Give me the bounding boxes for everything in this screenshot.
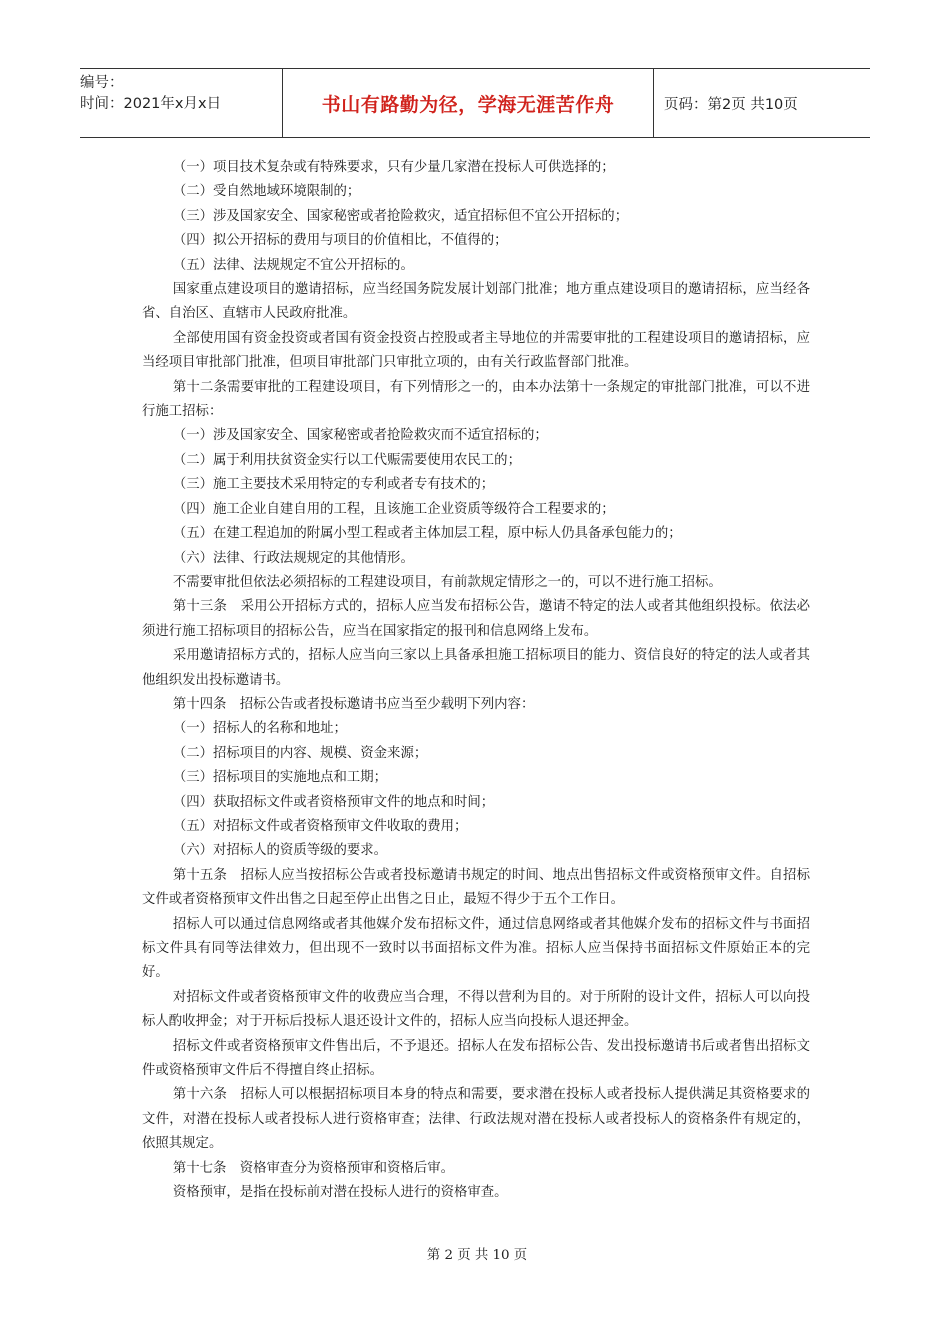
paragraph: 第十二条需要审批的工程建设项目，有下列情形之一的，由本办法第十一条规定的审批部门批准，可以不进行施工招标： <box>142 379 810 420</box>
document-date: 时间：2021年x月x日 <box>80 96 222 112</box>
paragraph: （四）拟公开招标的费用与项目的价值相比，不值得的； <box>172 233 508 249</box>
paragraph: 国家重点建设项目的邀请招标，应当经国务院发展计划部门批准；地方重点建设项目的邀请招标，应当经各省、自治区、直辖市人民政府批准。 <box>142 282 810 322</box>
paragraph: （二）招标项目的内容、规模、资金来源； <box>172 745 428 761</box>
paragraph: 第十七条 资格审查分为资格预审和资格后审。 <box>172 1160 455 1176</box>
document-code-label: 编号： <box>80 75 124 91</box>
paragraph: 资格预审，是指在投标前对潜在投标人进行的资格审查。 <box>172 1185 508 1201</box>
header-motto: 书山有路勤为径，学海无涯苦作舟 <box>282 69 654 137</box>
paragraph: 第十六条 招标人可以根据招标项目本身的特点和需要，要求潜在投标人或者投标人提供满足其资格要求的文件，对潜在投标人或者投标人进行资格审查；法律、行政法规对潜在投标人或者投标人的资格条件有规定的，依照其规定。 <box>142 1087 810 1152</box>
paragraph: （二）属于利用扶贫资金实行以工代赈需要使用农民工的； <box>172 452 521 468</box>
document-body <box>142 156 810 1205</box>
header-meta <box>80 69 282 137</box>
paragraph: （三）招标项目的实施地点和工期； <box>172 770 388 786</box>
paragraph: （四）获取招标文件或者资格预审文件的地点和时间； <box>172 794 495 810</box>
paragraph: （六）对招标人的资质等级的要求。 <box>172 843 388 859</box>
paragraph: （一）招标人的名称和地址； <box>172 721 347 737</box>
paragraph: 第十四条 招标公告或者投标邀请书应当至少载明下列内容： <box>172 696 535 712</box>
paragraph: 第十三条 采用公开招标方式的，招标人应当发布招标公告，邀请不特定的法人或者其他组织投标。依法必须进行施工招标项目的招标公告，应当在国家指定的报刊和信息网络上发布。 <box>142 599 810 639</box>
header-page-number: 页码：第2页 共10页 <box>664 96 798 113</box>
paragraph: （五）对招标文件或者资格预审文件收取的费用； <box>172 818 468 834</box>
page-footer <box>0 1244 950 1263</box>
paragraph: （四）施工企业自建自用的工程，且该施工企业资质等级符合工程要求的； <box>172 501 615 517</box>
paragraph: 不需要审批但依法必须招标的工程建设项目，有前款规定情形之一的，可以不进行施工招标。 <box>172 574 722 590</box>
paragraph: 对招标文件或者资格预审文件的收费应当合理，不得以营利为目的。对于所附的设计文件，招标人可以向投标人酌收押金；对于开标后投标人退还设计文件的，招标人应当向投标人退还押金。 <box>142 989 810 1030</box>
paragraph: （六）法律、行政法规规定的其他情形。 <box>172 550 414 566</box>
paragraph: （三）施工主要技术采用特定的专利或者专有技术的； <box>172 477 495 493</box>
paragraph: （二）受自然地域环境限制的； <box>172 184 361 200</box>
paragraph: （一）涉及国家安全、国家秘密或者抢险救灾而不适宜招标的； <box>172 428 548 444</box>
paragraph: 全部使用国有资金投资或者国有资金投资占控股或者主导地位的并需要审批的工程建设项目的邀请招标，应当经项目审批部门批准，但项目审批部门只审批立项的，由有关行政监督部门批准。 <box>142 330 810 371</box>
paragraph: 第十五条 招标人应当按招标公告或者投标邀请书规定的时间、地点出售招标文件或资格预审文件。自招标文件或者资格预审文件出售之日起至停止出售之日止，最短不得少于五个工作日。 <box>142 867 810 908</box>
page-header <box>80 68 870 138</box>
paragraph: （三）涉及国家安全、国家秘密或者抢险救灾，适宜招标但不宜公开招标的； <box>172 208 629 224</box>
paragraph: 招标人可以通过信息网络或者其他媒介发布招标文件，通过信息网络或者其他媒介发布的招标文件与书面招标文件具有同等法律效力，但出现不一致时以书面招标文件为准。招标人应当保持书面招标文件原始正本的完好。 <box>142 916 810 981</box>
paragraph: （五）在建工程追加的附属小型工程或者主体加层工程，原中标人仍具备承包能力的； <box>172 526 682 542</box>
paragraph: （一）项目技术复杂或有特殊要求，只有少量几家潜在投标人可供选择的； <box>172 160 615 175</box>
paragraph: 采用邀请招标方式的，招标人应当向三家以上具备承担施工招标项目的能力、资信良好的特定的法人或者其他组织发出投标邀请书。 <box>142 648 810 688</box>
paragraph: （五）法律、法规规定不宜公开招标的。 <box>172 257 414 273</box>
footer-page-number: 第 2 页 共 10 页 <box>426 1248 528 1263</box>
paragraph: 招标文件或者资格预审文件售出后，不予退还。招标人在发布招标公告、发出投标邀请书后或者售出招标文件或资格预审文件后不得擅自终止招标。 <box>142 1038 810 1079</box>
